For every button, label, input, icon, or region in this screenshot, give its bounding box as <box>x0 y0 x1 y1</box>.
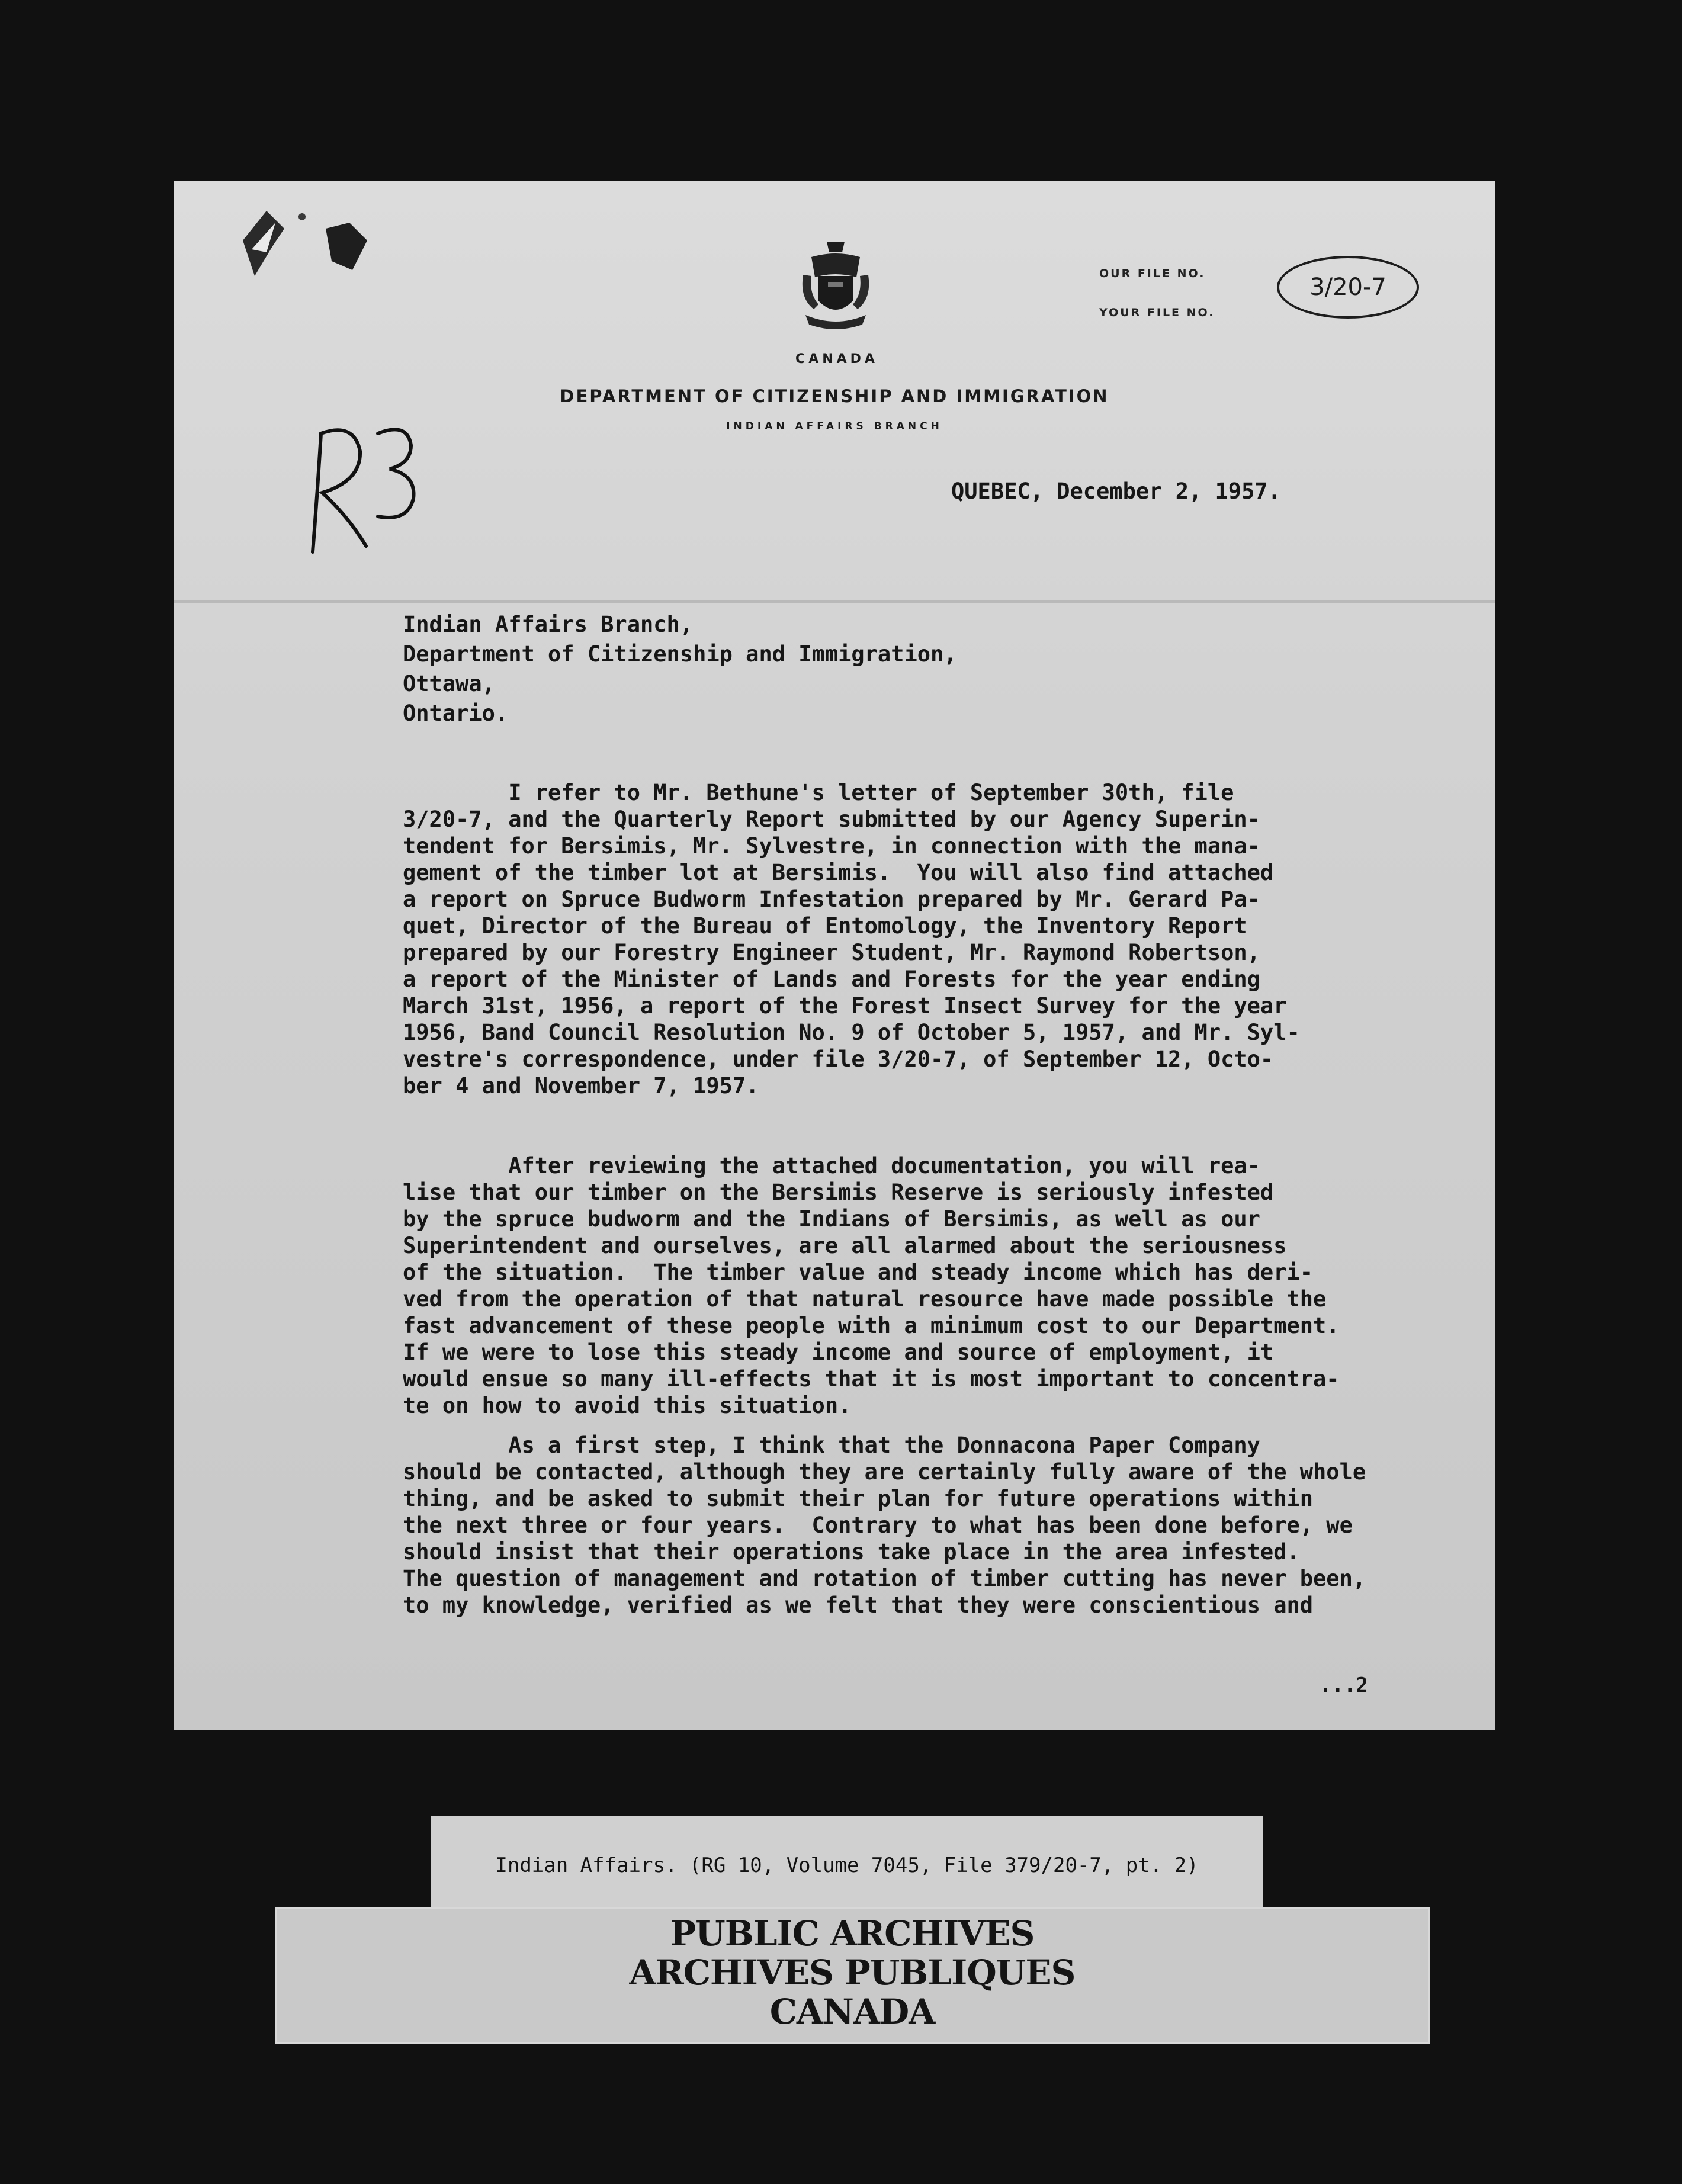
our-file-label: OUR FILE NO. <box>1099 267 1206 280</box>
text-line: ved from the operation of that natural resource have made possible the <box>403 1286 1327 1312</box>
punch-holes-damage <box>231 205 373 288</box>
text-line: Superintendent and ourselves, are all alarmed about the seriousness <box>403 1233 1287 1258</box>
text-line: should be contacted, although they are certainly fully aware of the whole <box>403 1459 1366 1485</box>
letterhead-branch: INDIAN AFFAIRS BRANCH <box>726 420 943 432</box>
text-line: fast advancement of these people with a minimum cost to our Department. <box>403 1313 1340 1338</box>
text-line: a report on Spruce Budworm Infestation prepared by Mr. Gerard Pa- <box>403 887 1260 912</box>
address-line: Indian Affairs Branch, <box>403 612 694 637</box>
text-line: te on how to avoid this situation. <box>403 1393 852 1418</box>
text-line: vestre's correspondence, under file 3/20-7, of September 12, Octo- <box>403 1046 1274 1072</box>
paragraph-2 <box>403 1152 1340 1419</box>
text-line: tendent for Bersimis, Mr. Sylvestre, in connection with the mana- <box>403 833 1260 859</box>
text-line: gement of the timber lot at Bersimis. You will also find attached <box>403 860 1274 885</box>
recipient-address <box>403 610 957 728</box>
text-line: 3/20-7, and the Quarterly Report submitted by our Agency Superin- <box>403 807 1260 832</box>
text-line: quet, Director of the Bureau of Entomology, the Inventory Report <box>403 913 1247 939</box>
text-line: would ensue so many ill-effects that it is most important to concentra- <box>403 1366 1340 1392</box>
text-line: ber 4 and November 7, 1957. <box>403 1073 759 1099</box>
page-continuation-marker: ...2 <box>1320 1674 1368 1697</box>
archive-reference: Indian Affairs. (RG 10, Volume 7045, File 379/20-7, pt. 2) <box>495 1854 1199 1877</box>
letter-page <box>174 181 1495 1730</box>
text-line: a report of the Minister of Lands and Forests for the year ending <box>403 966 1260 992</box>
text-line: to my knowledge, verified as we felt that they were conscientious and <box>403 1592 1314 1618</box>
text-line: I refer to Mr. Bethune's letter of September 30th, file <box>403 780 1234 805</box>
text-line: the next three or four years. Contrary to what has been done before, we <box>403 1512 1353 1538</box>
text-line: If we were to lose this steady income and source of employment, it <box>403 1340 1274 1365</box>
paragraph-3 <box>403 1432 1366 1618</box>
stamp-line-1: PUBLIC ARCHIVES <box>670 1913 1035 1954</box>
text-line: should insist that their operations take place in the area infested. <box>403 1539 1300 1565</box>
your-file-label: YOUR FILE NO. <box>1099 306 1215 319</box>
paragraph-1 <box>403 779 1300 1099</box>
stamp-line-3: CANADA <box>769 1992 935 2032</box>
text-line: March 31st, 1956, a report of the Forest Insect Survey for the year <box>403 993 1287 1019</box>
our-file-number-circled: 3/20-7 <box>1277 256 1419 319</box>
coat-of-arms-icon <box>797 239 874 334</box>
letter-date: QUEBEC, December 2, 1957. <box>951 478 1281 504</box>
text-line: 1956, Band Council Resolution No. 9 of October 5, 1957, and Mr. Syl- <box>403 1020 1300 1045</box>
text-line: The question of management and rotation of timber cutting has never been, <box>403 1566 1366 1591</box>
address-line: Ottawa, <box>403 671 495 696</box>
stamp-line-2: ARCHIVES PUBLIQUES <box>629 1952 1076 1993</box>
letterhead-country: CANADA <box>795 352 878 367</box>
handwritten-r3-annotation <box>295 410 425 558</box>
archive-stamp <box>275 1914 1430 2031</box>
text-line: of the situation. The timber value and steady income which has deri- <box>403 1260 1314 1285</box>
text-line: prepared by our Forestry Engineer Student, Mr. Raymond Robertson, <box>403 940 1260 965</box>
letterhead-department: DEPARTMENT OF CITIZENSHIP AND IMMIGRATION <box>560 386 1109 406</box>
text-line: thing, and be asked to submit their plan for future operations within <box>403 1486 1314 1511</box>
text-line: After reviewing the attached documentation, you will rea- <box>403 1153 1260 1178</box>
text-line: by the spruce budworm and the Indians of Bersimis, as well as our <box>403 1206 1260 1232</box>
text-line: lise that our timber on the Bersimis Reserve is seriously infested <box>403 1180 1274 1205</box>
text-line: As a first step, I think that the Donnacona Paper Company <box>403 1433 1260 1458</box>
paper-fold-line <box>174 600 1495 603</box>
address-line: Department of Citizenship and Immigration, <box>403 641 957 667</box>
address-line: Ontario. <box>403 701 509 726</box>
file-number-labels <box>1099 262 1215 340</box>
